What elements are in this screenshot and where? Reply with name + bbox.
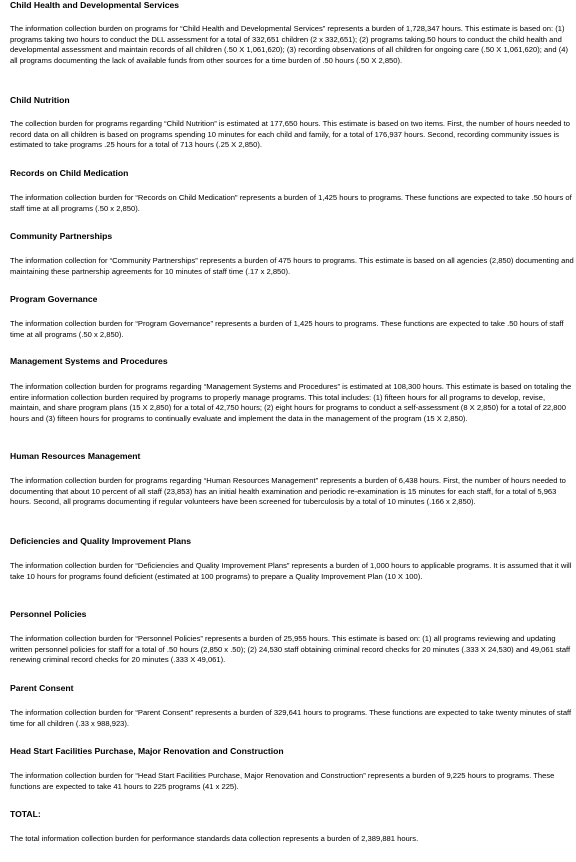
- section-paragraph: The information collection burden on programs for “Child Health and Developmental Services” represents a burden of 1,728,347 hours. This estimate is based on: (1) programs taking two hours to conduct the DLL assessment for a total of 332,651 children (2 x 332,651); (2) programs taking.50 hours to conduct the child health and developmental assessment and maintain records of all children (.50 X 1,061,620); (3) recording observations of all children for ongoing care (.50 X 1,061,620); and (4) all programs documenting the lack of available funds from other sources for a time burden of .50 hours (.50 X 2,850).: [10, 24, 569, 65]
- section-heading: Management Systems and Procedures: [10, 356, 168, 366]
- section-paragraph: The information collection burden for “Program Governance” represents a burden of 1,425 hours to programs. These functions are expected to take .50 hours of staff time at all programs (.50 x 2,850).: [10, 319, 564, 339]
- section-management-systems: [10, 356, 576, 424]
- section-paragraph: The information collection for “Community Partnerships” represents a burden of 475 hours to programs. This estimate is based on all agencies (2,850) documenting and maintaining these partnership agreements for 10 minutes of staff time (.17 x 2,850).: [10, 256, 574, 276]
- section-total: [10, 809, 576, 845]
- section-heading: Records on Child Medication: [10, 168, 129, 178]
- section-child-nutrition: [10, 95, 576, 151]
- section-heading: Parent Consent: [10, 683, 74, 693]
- section-paragraph: The information collection burden for “Head Start Facilities Purchase, Major Renovation and Construction” represents a burden of 9,225 hours to programs. These functions are expected to take 41 hours to 225 programs (41 x 225).: [10, 771, 555, 791]
- section-community-partnerships: [10, 231, 576, 277]
- section-paragraph: The information collection burden for programs regarding “Human Resources Management” represents a burden of 6,438 hours. First, the number of hours needed to documenting that about 10 percent of all staff (23,853) has an initial health examination and periodic re-examination is 15 minutes for each staff, for a total of 5,963 hours. Second, all programs documenting if regular volunteers have been screened for tuberculosis by a total of 10 minutes (.166 x 2,850).: [10, 476, 566, 507]
- section-paragraph: The information collection burden for “Records on Child Medication” represents a burden of 1,425 hours to programs. These functions are expected to take .50 hours of staff time at all programs (.50 x 2,850).: [10, 193, 572, 213]
- section-paragraph: The information collection burden for “Deficiencies and Quality Improvement Plans” represents a burden of 1,000 hours to applicable programs. It is assumed that it will take 10 hours for programs found deficient (estimated at 100 programs) to prepare a Quality Improvement Plan (10 X 100).: [10, 561, 572, 581]
- section-paragraph: The information collection burden for programs regarding “Management Systems and Procedures” is estimated at 108,300 hours. This estimate is based on totaling the entire information collection burden required by programs to properly manage programs. This total includes: (1) fifteen hours for all programs to develop, revise, maintain, and share program plans (15 X 2,850) for a total of 42,750 hours; (2) eight hours for programs to conduct a self-assessment (8 X 2,850) for a total of 22,800 hours and (3) fifteen hours for programs to continually evaluate and implement the data in the management of the program (15 X 2,850).: [10, 382, 572, 423]
- section-heading: Program Governance: [10, 294, 98, 304]
- section-paragraph: The information collection burden for “Personnel Policies” represents a burden of 25,955 hours. This estimate is based on: (1) all programs reviewing and updating written personnel policies for staff for a total of .50 hours (2,850 x .50); (2) 24,530 staff obtaining criminal record checks for 20 minutes (.333 X 24,530) and 49,061 staff renewing criminal record checks for 20 minutes (.333 X 49,061).: [10, 634, 571, 665]
- section-heading: Community Partnerships: [10, 231, 113, 241]
- section-heading: Human Resources Management: [10, 451, 141, 461]
- section-paragraph: The collection burden for programs regarding “Child Nutrition” is estimated at 177,650 hours. This estimate is based on two items. First, the number of hours needed to record data on all children is based on programs spending 10 minutes for each child and family, for a total of 176,937 hours. Second, recording community issues is estimated to take programs .25 hours for a total of 713 hours (.25 X 2,850).: [10, 119, 570, 150]
- section-deficiencies: [10, 536, 576, 582]
- section-heading: Deficiencies and Quality Improvement Plans: [10, 536, 192, 546]
- section-paragraph: The total information collection burden for performance standards data collection represents a burden of 2,389,881 hours.: [10, 834, 419, 843]
- section-heading: TOTAL:: [10, 809, 41, 819]
- section-heading: Head Start Facilities Purchase, Major Renovation and Construction: [10, 746, 284, 756]
- section-personnel-policies: [10, 609, 576, 666]
- section-heading: Child Nutrition: [10, 95, 70, 105]
- section-program-governance: [10, 294, 576, 340]
- section-parent-consent: [10, 683, 576, 729]
- section-human-resources: [10, 451, 576, 508]
- section-facilities: [10, 746, 576, 792]
- section-child-medication: [10, 168, 576, 214]
- section-paragraph: The information collection burden for “Parent Consent” represents a burden of 329,641 hours to programs. These functions are expected to take twenty minutes of staff time for all children (.33 x 988,923).: [10, 708, 572, 728]
- section-child-health: [10, 0, 576, 66]
- section-heading: Child Health and Developmental Services: [10, 0, 180, 10]
- section-heading: Personnel Policies: [10, 609, 87, 619]
